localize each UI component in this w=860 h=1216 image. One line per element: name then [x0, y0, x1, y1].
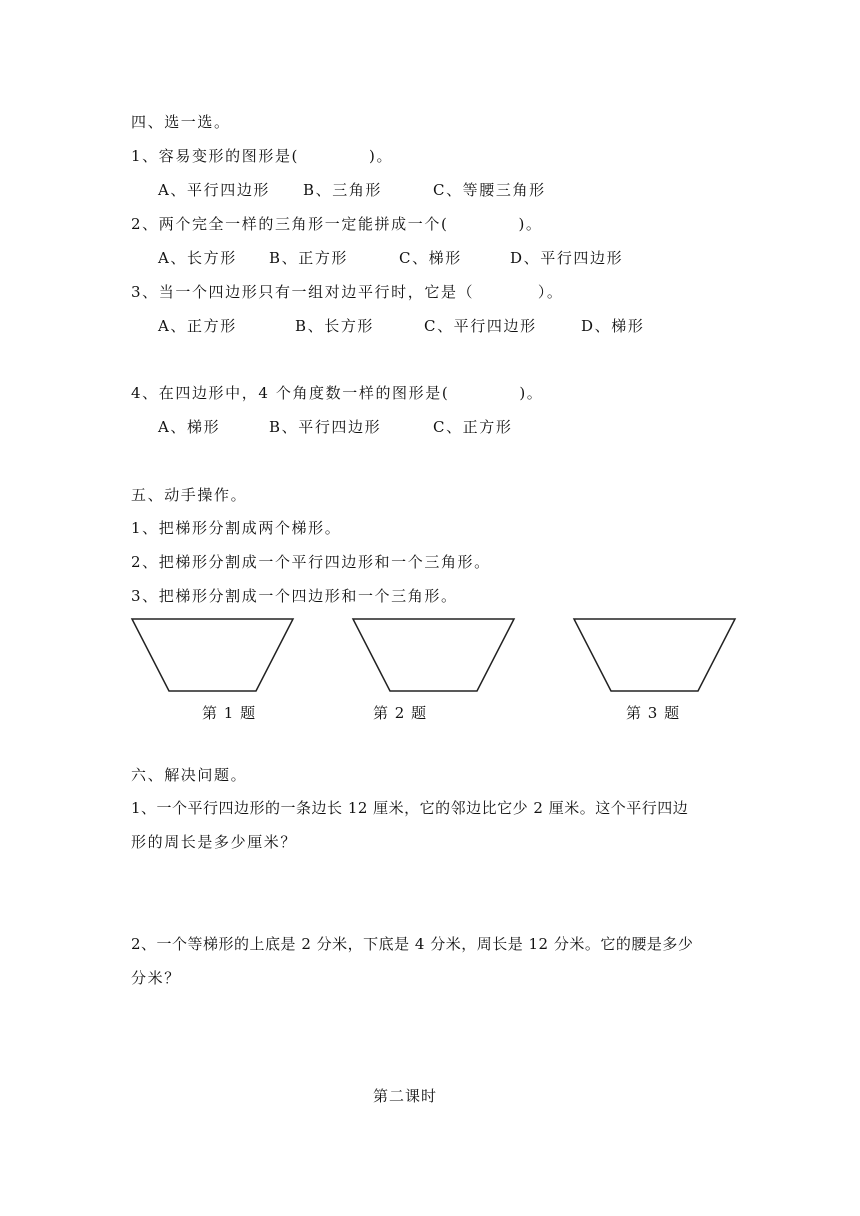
q2-option-a: A、长方形	[158, 249, 237, 267]
q3-option-b: B、长方形	[295, 317, 375, 335]
q1-option-a: A、平行四边形	[158, 181, 271, 199]
q4-stem: 4、在四边形中，4 个角度数一样的图形是( )。	[131, 384, 544, 402]
q3-stem: 3、当一个四边形只有一组对边平行时，它是（ ）。	[131, 283, 564, 301]
trapezoid-figure-2	[349, 614, 519, 696]
task-3: 3、把梯形分割成一个四边形和一个三角形。	[131, 587, 458, 605]
q1-option-c: C、等腰三角形	[433, 181, 546, 199]
figure-caption-1: 第 1 题	[202, 704, 257, 722]
footer-lesson-title: 第二课时	[373, 1087, 438, 1105]
q1-option-b: B、三角形	[303, 181, 383, 199]
task-1: 1、把梯形分割成两个梯形。	[131, 519, 342, 537]
q2-option-d: D、平行四边形	[510, 249, 624, 267]
q2-option-b: B、正方形	[269, 249, 349, 267]
trapezoid-figure-3	[570, 614, 740, 696]
q4-option-a: A、梯形	[158, 418, 221, 436]
figure-caption-3: 第 3 题	[626, 704, 681, 722]
problem-1-line-2: 形的周长是多少厘米？	[131, 833, 298, 851]
q4-option-c: C、正方形	[433, 418, 513, 436]
q2-stem: 2、两个完全一样的三角形一定能拼成一个( )。	[131, 215, 543, 233]
q2-option-c: C、梯形	[399, 249, 462, 267]
q3-option-d: D、梯形	[581, 317, 645, 335]
figure-caption-2: 第 2 题	[373, 704, 428, 722]
q1-stem: 1、容易变形的图形是( )。	[131, 147, 394, 165]
problem-2-line-1: 2、一个等梯形的上底是 2 分米，下底是 4 分米，周长是 12 分米。它的腰是多少	[131, 935, 694, 953]
q4-option-b: B、平行四边形	[269, 418, 382, 436]
q3-option-a: A、正方形	[158, 317, 237, 335]
section4-title: 四、选一选。	[131, 113, 231, 131]
section5-title: 五、动手操作。	[131, 486, 248, 504]
task-2: 2、把梯形分割成一个平行四边形和一个三角形。	[131, 553, 491, 571]
problem-1-line-1: 1、一个平行四边形的一条边长 12 厘米，它的邻边比它少 2 厘米。这个平行四边	[131, 799, 689, 817]
trapezoid-figure-1	[128, 614, 298, 696]
problem-2-line-2: 分米？	[131, 969, 181, 987]
q3-option-c: C、平行四边形	[424, 317, 537, 335]
section6-title: 六、解决问题。	[131, 766, 248, 784]
